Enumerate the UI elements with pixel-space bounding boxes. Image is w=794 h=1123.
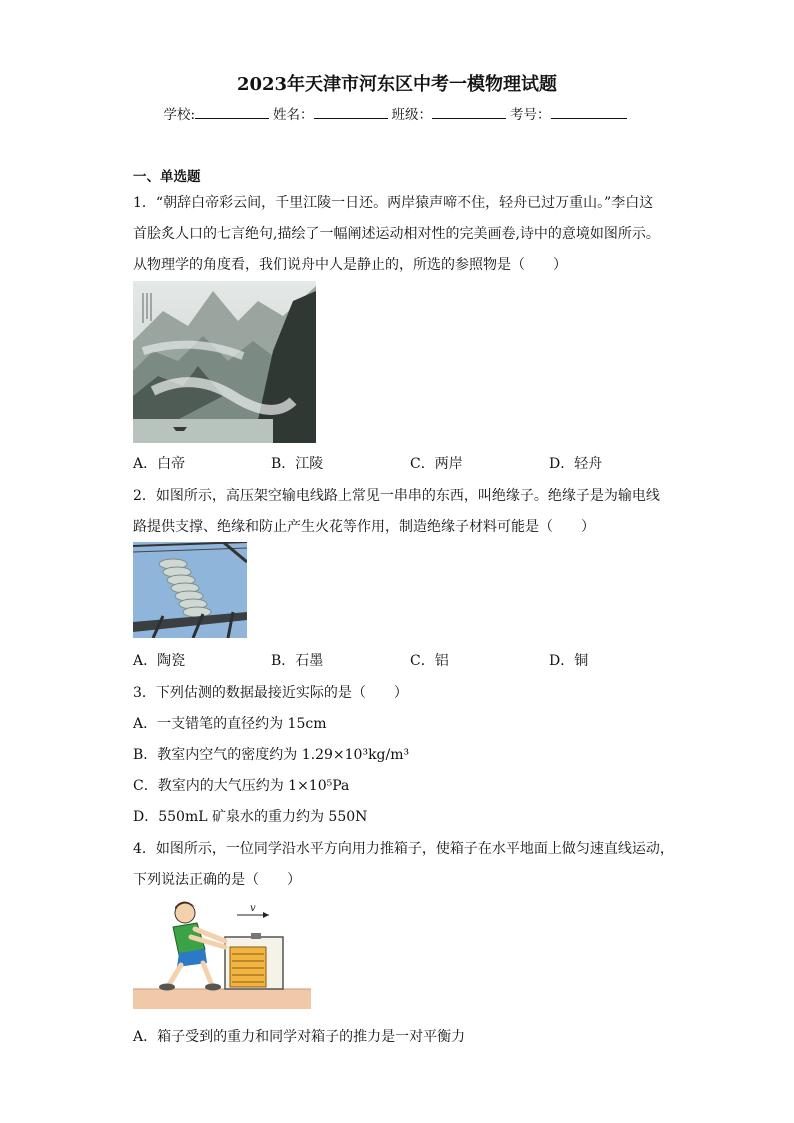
q1-option-a[interactable]: A．白帝 [133, 456, 186, 472]
q1-landscape-painting [133, 281, 316, 443]
page-title: 2023年天津市河东区中考一模物理试题 [236, 74, 558, 95]
name-label: 姓名： [273, 107, 314, 123]
q1-option-d[interactable]: D．轻舟 [549, 456, 603, 472]
q2-line-1: 2．如图所示，高压架空输电线路上常见一串串的东西，叫绝缘子。绝缘子是为输电线 [133, 488, 660, 504]
q3-option-c[interactable]: C．教室内的大气压约为 1×10⁵Pa [133, 778, 350, 794]
class-blank [432, 106, 506, 119]
student-info-line [0, 103, 794, 123]
number-blank [551, 106, 627, 119]
number-label: 考号： [510, 107, 551, 123]
q4-option-a[interactable]: A．箱子受到的重力和同学对箱子的推力是一对平衡力 [133, 1029, 466, 1045]
q4-line-1: 4．如图所示，一位同学沿水平方向用力推箱子，使箱子在水平地面上做匀速直线运动， [133, 841, 674, 857]
q1-line-3: 从物理学的角度看，我们说舟中人是静止的，所选的参照物是（ ） [133, 257, 567, 273]
q1-line-2: 首脍炙人口的七言绝句,描绘了一幅阐述运动相对性的完美画卷,诗中的意境如图所示。 [133, 226, 660, 242]
q3-line-1: 3．下列估测的数据最接近实际的是（ ） [133, 685, 408, 701]
q4-push-box-figure [133, 897, 311, 1009]
q2-insulator-photo [133, 542, 247, 638]
name-blank [314, 106, 388, 119]
q2-line-2: 路提供支撑、绝缘和防止产生火花等作用，制造绝缘子材料可能是（ ） [133, 519, 595, 535]
q2-option-a[interactable]: A．陶瓷 [133, 653, 186, 669]
q2-option-c[interactable]: C．铝 [410, 653, 449, 669]
section-title: 一、单选题 [133, 169, 201, 185]
q1-line-1: 1．“朝辞白帝彩云间，千里江陵一日还。两岸猿声啼不住，轻舟已过万重山。”李白这 [133, 195, 654, 211]
q4-line-2: 下列说法正确的是（ ） [133, 872, 301, 888]
q1-option-b[interactable]: B．江陵 [271, 456, 324, 472]
class-label: 班级： [391, 107, 433, 123]
q3-option-d[interactable]: D．550mL 矿泉水的重力约为 550N [133, 809, 368, 825]
school-blank [195, 106, 269, 119]
school-label: 学校: [163, 107, 196, 123]
q3-option-b[interactable]: B．教室内空气的密度约为 1.29×10³kg/m³ [133, 747, 410, 763]
q2-option-b[interactable]: B．石墨 [271, 653, 324, 669]
q1-option-c[interactable]: C．两岸 [410, 456, 463, 472]
q2-option-d[interactable]: D．铜 [549, 653, 589, 669]
velocity-label: v [250, 903, 256, 914]
q3-option-a[interactable]: A．一支错笔的直径约为 15cm [133, 716, 327, 732]
